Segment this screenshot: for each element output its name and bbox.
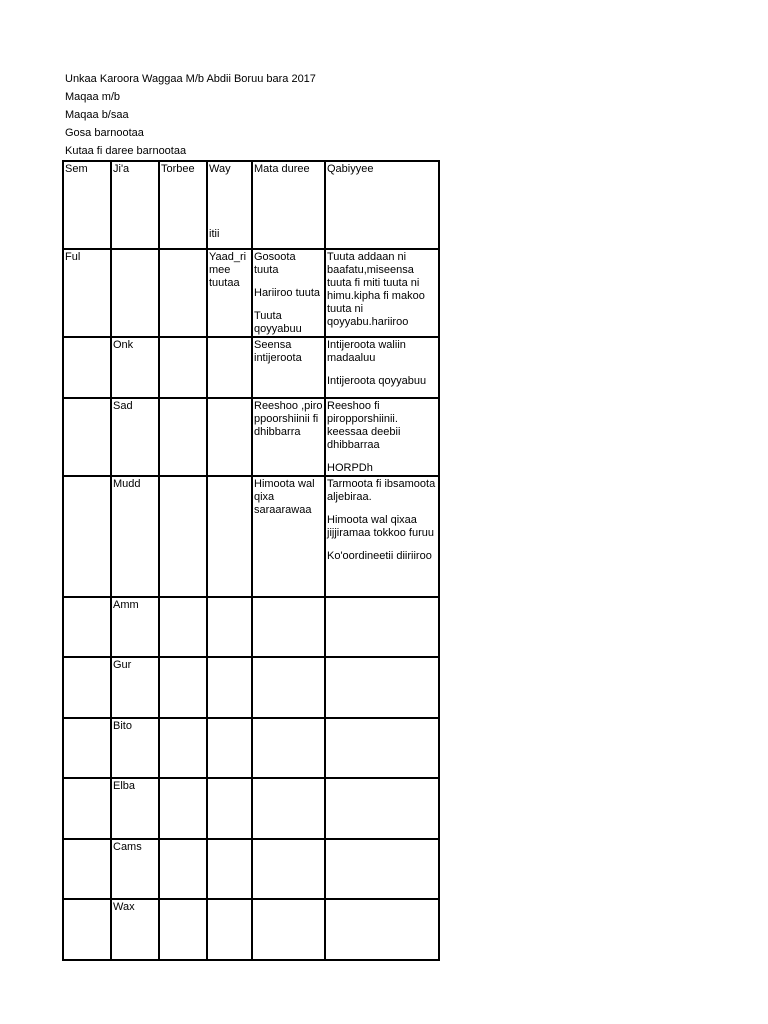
header-way-top: Way — [209, 163, 231, 175]
cell-qab — [325, 657, 439, 718]
cell-qab-paragraph: Himoota wal qixaa jijjiramaa tokkoo furuu — [327, 514, 434, 539]
cell-jia — [111, 249, 159, 337]
cell-sem — [63, 476, 111, 597]
subject-label: Gosa barnootaa — [65, 127, 144, 139]
cell-jia: Bito — [111, 718, 159, 778]
document-title: Unkaa Karoora Waggaa M/b Abdii Boruu bara 2017 — [65, 73, 316, 85]
cell-qab — [325, 476, 439, 597]
header-way — [207, 161, 252, 249]
header-sem: Sem — [63, 161, 111, 249]
cell-qab-paragraph: Tarmoota fi ibsamoota aljebiraa. — [327, 478, 436, 503]
cell-mata-paragraph: Hariiroo tuuta — [254, 287, 321, 299]
cell-mata — [252, 249, 325, 337]
cell-qab-paragraph: HORPDh — [327, 462, 373, 474]
cell-mata-paragraph: Himoota wal qixa saraarawaa — [254, 478, 315, 516]
cell-qab-paragraph: Intijeroota qoyyabuu — [327, 375, 427, 387]
cell-mata — [252, 398, 325, 476]
table-row — [63, 899, 439, 960]
cell-qab — [325, 597, 439, 657]
cell-way — [207, 839, 252, 899]
table-row — [63, 778, 439, 839]
cell-qab-paragraph: Ko'oordineetii diiriiroo — [327, 550, 432, 562]
cell-qab — [325, 337, 439, 398]
cell-qab — [325, 839, 439, 899]
cell-torbee — [159, 398, 207, 476]
cell-mata-paragraph: Gosoota tuuta — [254, 251, 296, 276]
cell-torbee — [159, 337, 207, 398]
cell-torbee — [159, 718, 207, 778]
cell-way: Yaad_ri mee tuutaa — [207, 249, 252, 337]
cell-sem — [63, 398, 111, 476]
cell-qab-paragraph: Intijeroota waliin madaaluu — [327, 339, 406, 364]
cell-jia: Onk — [111, 337, 159, 398]
cell-sem: Ful — [63, 249, 111, 337]
document-header — [65, 70, 665, 160]
header-qabiyyee: Qabiyyee — [325, 161, 439, 249]
cell-sem — [63, 778, 111, 839]
cell-mata — [252, 718, 325, 778]
cell-way — [207, 778, 252, 839]
table-row — [63, 597, 439, 657]
cell-way — [207, 597, 252, 657]
cell-sem — [63, 337, 111, 398]
table-row — [63, 476, 439, 597]
header-way-bottom: itii — [209, 228, 220, 240]
header-jia: Ji'a — [111, 161, 159, 249]
teacher-name-label: Maqaa m/b — [65, 91, 121, 103]
cell-mata — [252, 476, 325, 597]
table-row — [63, 718, 439, 778]
grade-section-label: Kutaa fi daree barnootaa — [65, 145, 187, 157]
cell-sem — [63, 718, 111, 778]
cell-way — [207, 398, 252, 476]
cell-torbee — [159, 476, 207, 597]
cell-sem — [63, 657, 111, 718]
table-row — [63, 657, 439, 718]
cell-sem — [63, 597, 111, 657]
cell-jia: Amm — [111, 597, 159, 657]
table-row — [63, 337, 439, 398]
cell-mata — [252, 337, 325, 398]
cell-torbee — [159, 657, 207, 718]
cell-mata-paragraph: Tuuta qoyyabuu — [254, 310, 302, 335]
cell-way — [207, 657, 252, 718]
cell-mata-paragraph: Reeshoo ,piro ppoorshiinii fi dhibbarra — [254, 400, 323, 438]
school-name-label: Maqaa b/saa — [65, 109, 129, 121]
cell-mata — [252, 778, 325, 839]
table-row — [63, 839, 439, 899]
table-header-row — [63, 161, 439, 249]
cell-jia: Sad — [111, 398, 159, 476]
cell-qab-paragraph: Tuuta addaan ni baafatu,miseensa tuuta fi miti tuuta ni himu.kipha fi makoo tuuta ni qoyyabu.hariiroo — [327, 251, 425, 328]
cell-jia: Gur — [111, 657, 159, 718]
cell-qab — [325, 398, 439, 476]
table-row — [63, 398, 439, 476]
cell-qab-paragraph: Reeshoo fi piropporshiinii. keessaa deebii dhibbarraa — [327, 400, 401, 451]
annual-plan-table — [62, 160, 440, 961]
header-mata-duree: Mata duree — [252, 161, 325, 249]
cell-torbee — [159, 839, 207, 899]
cell-way — [207, 476, 252, 597]
table-row — [63, 249, 439, 337]
cell-qab — [325, 778, 439, 839]
cell-jia: Wax — [111, 899, 159, 960]
cell-way — [207, 337, 252, 398]
cell-jia: Cams — [111, 839, 159, 899]
cell-torbee — [159, 249, 207, 337]
cell-mata — [252, 657, 325, 718]
cell-jia: Mudd — [111, 476, 159, 597]
cell-qab — [325, 718, 439, 778]
cell-sem — [63, 899, 111, 960]
cell-mata — [252, 597, 325, 657]
cell-mata — [252, 899, 325, 960]
cell-mata-paragraph: Seensa intijeroota — [254, 339, 302, 364]
cell-torbee — [159, 778, 207, 839]
cell-torbee — [159, 597, 207, 657]
cell-way — [207, 718, 252, 778]
cell-way — [207, 899, 252, 960]
header-torbee: Torbee — [159, 161, 207, 249]
cell-qab — [325, 249, 439, 337]
cell-qab — [325, 899, 439, 960]
cell-sem — [63, 839, 111, 899]
cell-jia: Elba — [111, 778, 159, 839]
cell-mata — [252, 839, 325, 899]
cell-torbee — [159, 899, 207, 960]
